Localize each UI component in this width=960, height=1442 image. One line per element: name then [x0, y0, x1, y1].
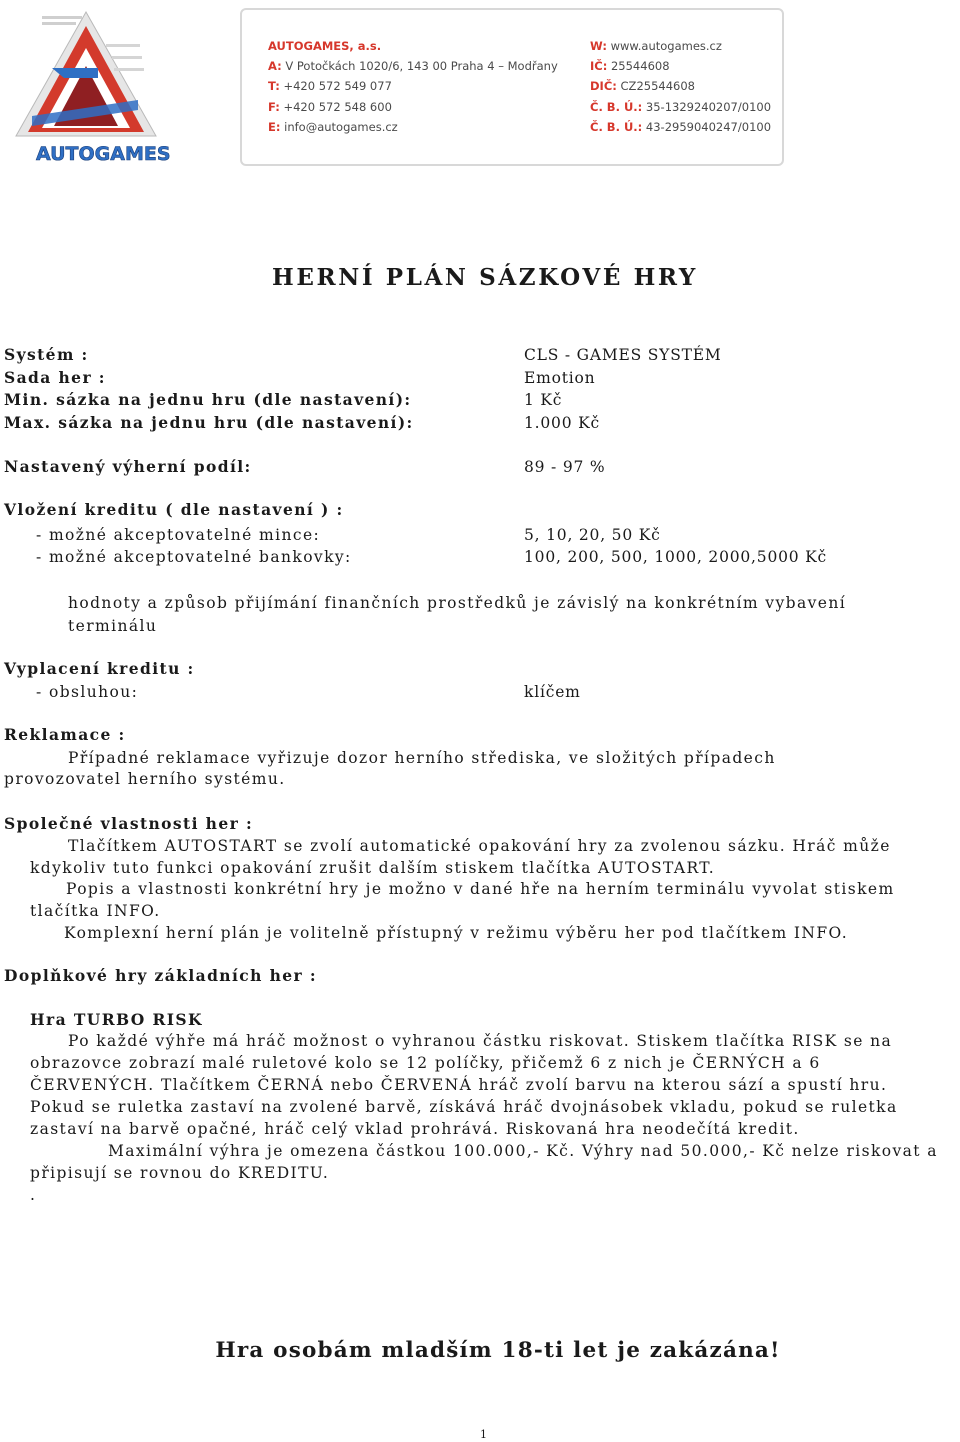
company-name: AUTOGAMES, a.s.: [268, 39, 382, 53]
turbo-risk-line-7: připisují se rovnou do KREDITU.: [30, 1164, 330, 1182]
complaints-heading: Reklamace :: [4, 725, 126, 744]
turbo-risk-line-8: .: [30, 1186, 37, 1204]
min-bet-label: Min. sázka na jednu hru (dle nastavení):: [4, 390, 412, 409]
turbo-risk-title: Hra TURBO RISK: [30, 1010, 203, 1029]
letterhead-left-column: AUTOGAMES, a.s. A: V Potočkách 1020/6, 143 00 Praha 4 – Modřany T: +420 572 549 077 F: +420 572 548 600 E: info@autogames.cz: [268, 39, 558, 134]
age-restriction-notice: Hra osobám mladším 18-ti let je zakázána!: [215, 1338, 781, 1363]
service-value: klíčem: [524, 683, 581, 701]
letterhead-right-column: W: www.autogames.cz IČ: 25544608 DIČ: CZ25544608 Č. B. Ú.: 35-1329240207/0100 Č. B. Ú.: 43-2959040247/0100: [590, 39, 772, 134]
company-ico: 25544608: [610, 59, 670, 74]
complaints-line-1: Případné reklamace vyřizuje dozor herního střediska, ve složitých případech: [68, 749, 776, 767]
min-bet-value: 1 Kč: [524, 391, 563, 409]
max-bet-value: 1.000 Kč: [524, 414, 600, 432]
common-line-3: Popis a vlastnosti konkrétní hry je možno v dané hře na herním terminálu vyvolat stiskem: [66, 880, 895, 898]
max-bet-label: Max. sázka na jednu hru (dle nastavení):: [4, 413, 414, 432]
company-address: V Potočkách 1020/6, 143 00 Praha 4 – Modřany: [285, 59, 558, 74]
logo-wordmark: AUTOGAMES: [36, 143, 171, 165]
page-title: HERNÍ PLÁN SÁZKOVÉ HRY: [272, 264, 698, 291]
complaints-line-2: provozovatel herního systému.: [4, 770, 286, 788]
common-line-2: kdykoliv tuto funkci opakování zrušit dalším stiskem tlačítka AUTOSTART.: [30, 859, 716, 877]
turbo-risk-line-3: ČERVENÝCH. Tlačítkem ČERNÁ nebo ČERVENÁ hráč zvolí barvu na kterou sází a spustí hru.: [30, 1076, 888, 1094]
credit-in-heading: Vložení kreditu ( dle nastavení ) :: [4, 500, 344, 519]
company-bank-account-1: 35-1329240207/0100: [645, 99, 772, 114]
common-heading: Společné vlastnosti her :: [4, 814, 254, 833]
common-line-5: Komplexní herní plán je volitelně přístupný v režimu výběru her pod tlačítkem INFO.: [64, 924, 849, 942]
company-bank-account-2: 43-2959040247/0100: [645, 119, 772, 134]
page-number: 1: [480, 1428, 487, 1441]
game-set-value: Emotion: [524, 369, 596, 387]
turbo-risk-line-5: zastaví na barvě opačné, hráč celý vklad prohrává. Riskovaná hra neodečítá kredit.: [30, 1120, 800, 1138]
banknotes-value: 100, 200, 500, 1000, 2000,5000 Kč: [524, 548, 828, 566]
turbo-risk-line-2: obrazovce zobrazí malé ruletové kolo se 12 políčky, přičemž 6 z nich je ČERNÝCH a 6: [30, 1054, 821, 1072]
turbo-risk-line-4: Pokud se ruletka zastaví na zvolené barvě, získává hráč dvojnásobek vkladu, pokud se ruletka: [30, 1098, 898, 1116]
company-fax: +420 572 548 600: [283, 99, 392, 114]
system-label: Systém :: [4, 345, 89, 364]
company-web: www.autogames.cz: [610, 39, 722, 53]
credit-note-line-1: hodnoty a způsob přijímání finančních prostředků je závislý na konkrétním vybavení: [68, 594, 847, 612]
game-set-label: Sada her :: [4, 368, 106, 387]
banknotes-label: - možné akceptovatelné bankovky:: [36, 548, 352, 566]
payout-share-label: Nastavený výherní podíl:: [4, 457, 252, 476]
coins-value: 5, 10, 20, 50 Kč: [524, 526, 661, 544]
turbo-risk-line-1: Po každé výhře má hráč možnost o vyhranou částku riskovat. Stiskem tlačítka RISK se na: [68, 1032, 893, 1050]
credit-note-line-2: terminálu: [68, 617, 158, 635]
common-line-4: tlačítka INFO.: [30, 902, 161, 920]
service-label: - obsluhou:: [36, 683, 139, 701]
credit-out-heading: Vyplacení kreditu :: [4, 659, 195, 678]
company-dic: CZ25544608: [620, 79, 695, 94]
system-value: CLS - GAMES SYSTÉM: [524, 346, 722, 364]
turbo-risk-line-6: Maximální výhra je omezena částkou 100.000,- Kč. Výhry nad 50.000,- Kč nelze riskovat a: [108, 1142, 938, 1160]
payout-share-value: 89 - 97 %: [524, 458, 606, 476]
company-phone: +420 572 549 077: [283, 79, 392, 94]
bonus-heading: Doplňkové hry základních her :: [4, 966, 317, 985]
company-letterhead: [240, 8, 784, 166]
coins-label: - možné akceptovatelné mince:: [36, 526, 321, 544]
autogames-logo: [12, 8, 172, 168]
common-line-1: Tlačítkem AUTOSTART se zvolí automatické opakování hry za zvolenou sázku. Hráč může: [68, 837, 891, 855]
company-email: info@autogames.cz: [284, 119, 398, 134]
